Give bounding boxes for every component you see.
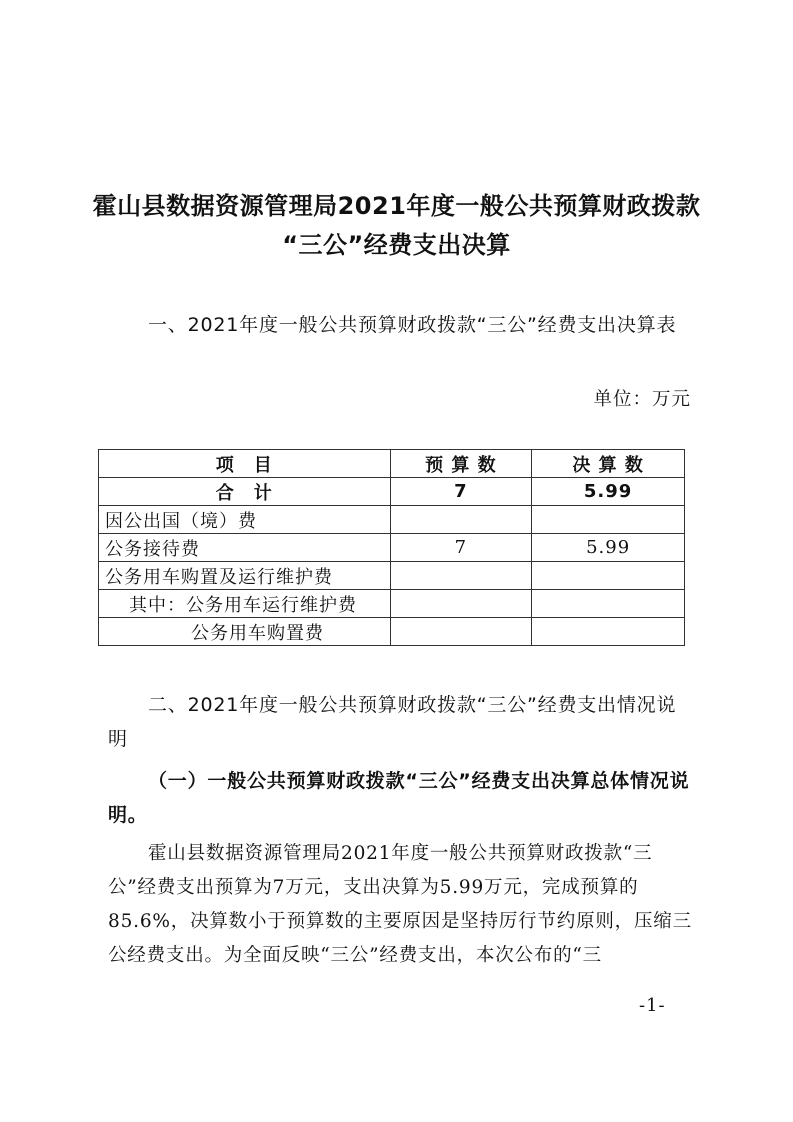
row-actual [532, 562, 685, 590]
row-budget: 7 [390, 534, 532, 562]
header-budget: 预 算 数 [390, 450, 532, 478]
row-actual: 5.99 [532, 534, 685, 562]
document-title-line-1: 霍山县数据资源管理局2021年度一般公共预算财政拨款 [92, 192, 701, 220]
table-row [99, 506, 685, 534]
section-2-heading: 二、2021年度一般公共预算财政拨款“三公”经费支出情况说明 [108, 694, 677, 750]
row-actual [532, 590, 685, 618]
sangong-expenditure-table [98, 449, 685, 646]
table-row [99, 534, 685, 562]
header-item: 项 目 [99, 450, 391, 478]
row-budget [390, 590, 532, 618]
table-row [99, 618, 685, 646]
section-2-body: 霍山县数据资源管理局2021年度一般公共预算财政拨款“三公”经费支出预算为7万元，支出决算为5.99万元，完成预算的85.6%，决算数小于预算数的主要原因是坚持厉行节约原则，压缩三公经费支出。为全面反映“三公”经费支出，本次公布的“三 [108, 843, 692, 966]
row-item: 公务用车购置费 [99, 618, 391, 646]
row-item: 其中：公务用车运行维护费 [99, 590, 391, 618]
row-item: 公务用车购置及运行维护费 [99, 562, 391, 590]
row-budget [390, 618, 532, 646]
header-actual: 决 算 数 [532, 450, 685, 478]
document-title-line-2: “三公”经费支出决算 [282, 231, 511, 259]
page-number: -1- [639, 995, 666, 1016]
table-header-row [99, 450, 685, 478]
unit-label: 单位：万元 [593, 389, 691, 410]
row-actual [532, 618, 685, 646]
row-item: 因公出国（境）费 [99, 506, 391, 534]
row-actual [532, 506, 685, 534]
row-item: 合 计 [99, 478, 391, 506]
row-item: 公务接待费 [99, 534, 391, 562]
section-1-heading: 一、2021年度一般公共预算财政拨款“三公”经费支出决算表 [148, 314, 677, 336]
row-budget [390, 506, 532, 534]
section-2-subheading: （一）一般公共预算财政拨款“三公”经费支出决算总体情况说明。 [108, 770, 690, 826]
row-actual: 5.99 [532, 478, 685, 506]
table-row [99, 562, 685, 590]
table-row [99, 590, 685, 618]
row-budget: 7 [390, 478, 532, 506]
row-budget [390, 562, 532, 590]
table-row-total [99, 478, 685, 506]
